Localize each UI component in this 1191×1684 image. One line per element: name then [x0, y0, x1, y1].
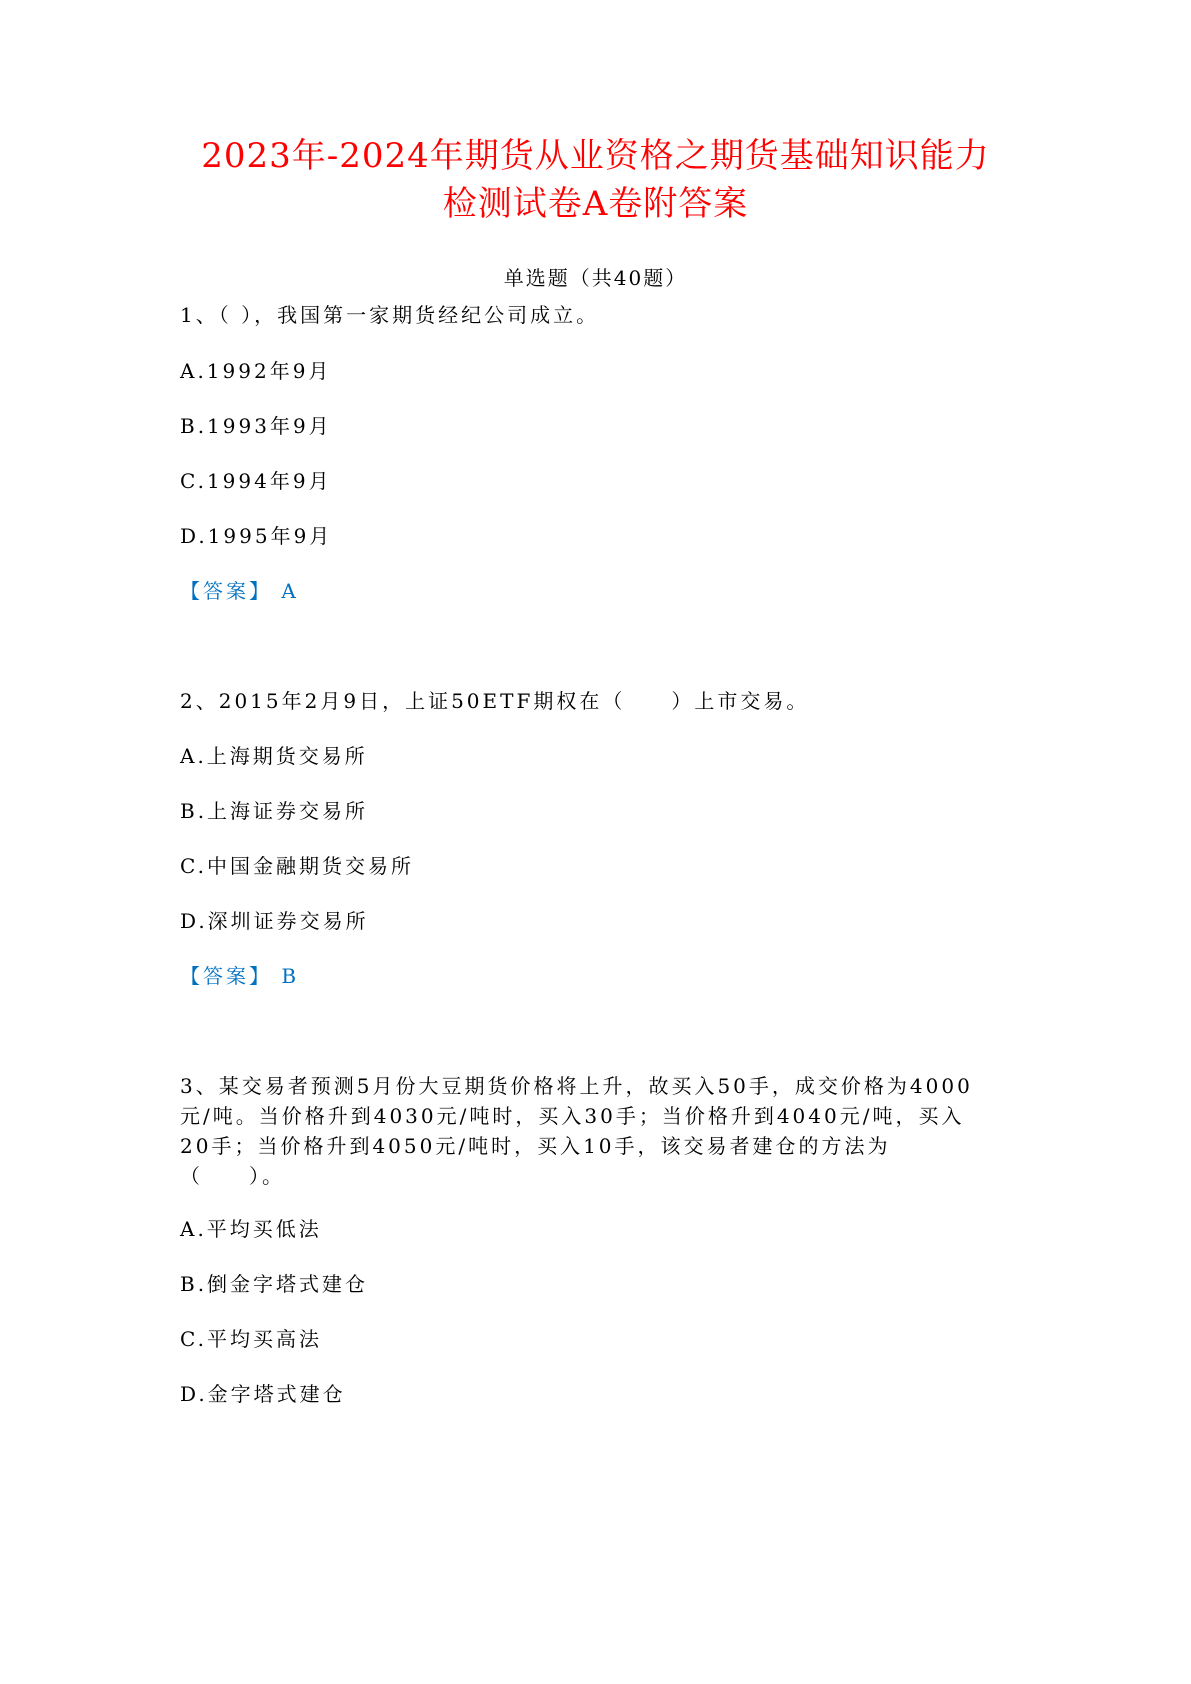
question-2-option-c: C.中国金融期货交易所	[180, 854, 414, 878]
question-2-option-b: B.上海证券交易所	[180, 799, 369, 823]
question-3-option-c: C.平均买高法	[180, 1327, 322, 1351]
answer-label: 【答案】	[180, 964, 272, 988]
question-3-stem-line-3: 20手；当价格升到4050元/吨时，买入10手，该交易者建仓的方法为	[180, 1134, 891, 1158]
question-1-option-d: D.1995年9月	[180, 524, 333, 548]
question-2-option-a: A.上海期货交易所	[180, 744, 368, 768]
question-2-stem: 2、2015年2月9日，上证50ETF期权在（ ）上市交易。	[180, 689, 810, 713]
answer-label: 【答案】	[180, 579, 272, 603]
question-1-option-a: A.1992年9月	[180, 359, 332, 383]
question-3-stem-line-2: 元/吨。当价格升到4030元/吨时，买入30手；当价格升到4040元/吨，买入	[180, 1104, 965, 1128]
question-2-answer	[180, 961, 299, 991]
answer-value: A	[281, 579, 299, 603]
question-1-option-c: C.1994年9月	[180, 469, 332, 493]
question-2-option-d: D.深圳证券交易所	[180, 909, 369, 933]
question-1-option-b: B.1993年9月	[180, 414, 332, 438]
answer-value: B	[281, 964, 300, 988]
question-1-stem: 1、（ ），我国第一家期货经纪公司成立。	[180, 303, 600, 327]
question-3-option-b: B.倒金字塔式建仓	[180, 1272, 369, 1296]
question-3-option-d: D.金字塔式建仓	[180, 1382, 346, 1406]
document-title-line-2: 检测试卷A卷附答案	[442, 184, 749, 224]
question-3-stem-line-4: （ ）。	[180, 1164, 285, 1188]
question-3-option-a: A.平均买低法	[180, 1217, 322, 1241]
question-1-answer	[180, 576, 299, 606]
question-3-stem-line-1: 3、某交易者预测5月份大豆期货价格将上升，故买入50手，成交价格为4000	[180, 1074, 973, 1098]
section-heading: 单选题（共40题）	[503, 266, 688, 290]
document-title-line-1: 2023年-2024年期货从业资格之期货基础知识能力	[201, 136, 990, 176]
